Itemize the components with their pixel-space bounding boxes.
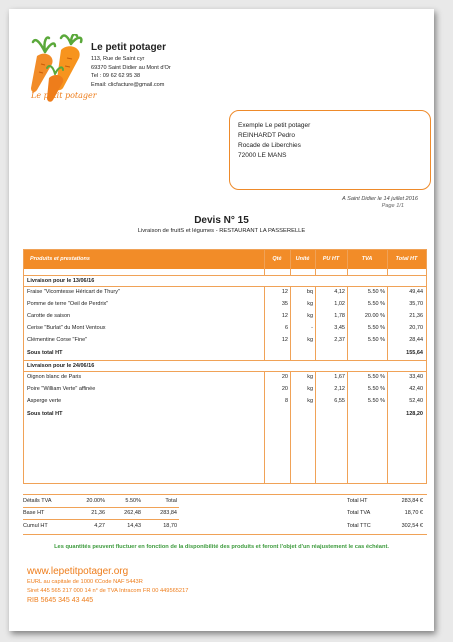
website-link[interactable]: www.lepetitpotager.org: [27, 566, 129, 577]
company-address-1: 113, Rue de Saint cyr: [91, 56, 145, 62]
cell-tva: 5.50 %: [367, 289, 385, 295]
cell-unit: bq: [306, 289, 313, 295]
cell-pu: 1,78: [334, 313, 345, 319]
header-pu: PU HT: [322, 256, 340, 262]
total-tva-value: 18,70 €: [404, 510, 423, 516]
cell-product: Asperge verte: [27, 398, 62, 404]
total-ttc-label: Total TTC: [347, 523, 371, 529]
table-row: [24, 372, 426, 382]
quote-subtitle: Livraison de fruitS et légumes - RESTAURANT LA PASSERELLE: [137, 228, 306, 234]
cell-unit: kg: [307, 398, 313, 404]
cell-unit: kg: [307, 374, 313, 380]
cell-qty: 20: [281, 374, 288, 380]
tva-cell: 4,27: [94, 523, 105, 529]
tva-cell: Total: [165, 498, 177, 504]
cell-pu: 2,37: [334, 337, 345, 343]
legal-line-1: EURL au capitale de 1000 €Code NAF 5443R: [27, 579, 143, 585]
table-row: [24, 384, 426, 394]
table-row: [24, 335, 426, 345]
header-unit: Unité: [295, 256, 310, 262]
subtotal-row: [24, 348, 426, 358]
tva-cell: Base HT: [23, 510, 45, 516]
cell-pu: 2,12: [334, 386, 345, 392]
company-address-2: 69370 Saint Didier au Mont d'Or: [91, 64, 171, 71]
header-qty: Qté: [272, 256, 282, 262]
cell-product: Pomme de terre "Oeil de Perdrix": [27, 301, 109, 307]
tva-cell: Détails TVA: [23, 498, 52, 504]
tva-cell: 21,36: [91, 510, 105, 516]
cell-unit: kg: [307, 386, 313, 392]
cell-product: Carotte de saison: [27, 313, 71, 319]
header-product: Produits et prestations: [30, 256, 90, 262]
table-row: [24, 299, 426, 309]
cell-qty: 12: [281, 313, 288, 319]
cell-pu: 1,02: [334, 301, 345, 307]
cell-total: 20,70: [409, 325, 423, 331]
cell-unit: kg: [307, 301, 313, 307]
company-email: Email: clicfacture@gmail.com: [91, 81, 165, 88]
cell-qty: 20: [281, 386, 288, 392]
rib: RIB 5645 345 43 445: [27, 597, 94, 604]
recipient-line-3: Rocade de Liberchies: [238, 142, 301, 149]
date-line: A Saint Didier le 14 juillet 2016: [342, 196, 418, 202]
cell-qty: 6: [284, 325, 288, 331]
cell-product: Fraise "Vicomtesse Héricart de Thury": [27, 289, 120, 295]
subtotal-value: 128,20: [406, 411, 423, 417]
cell-tva: 5.50 %: [367, 386, 385, 392]
subtotal-value: 155,64: [406, 350, 423, 356]
legal-line-2: Siret 445 565 217 000 14 n° de TVA Intracom FR 00 449565217: [27, 588, 189, 594]
divider: [23, 494, 427, 495]
cell-product: Clémentine Corse "Fine": [27, 337, 88, 343]
cell-unit: kg: [307, 313, 313, 319]
header-tva: TVA: [361, 256, 373, 262]
divider: [23, 534, 427, 535]
section-label: Livraison pour le 13/06/16: [27, 278, 95, 284]
cell-tva: 5.50 %: [367, 374, 385, 380]
cell-tva: 5.50 %: [367, 337, 385, 343]
quantity-notice: Les quantités peuvent fluctuer en fonction de la disponibilité des produits et feront l'objet d'un réajustement le cas échéant.: [54, 544, 389, 550]
company-info: [91, 42, 171, 89]
table-row: [24, 396, 426, 406]
subtotal-label: Sous total HT: [27, 411, 63, 417]
cell-product: Cerise "Burlat" du Mont Ventoux: [27, 325, 106, 331]
tva-cell: 14,43: [127, 523, 141, 529]
logo-text: Le petit potager: [31, 91, 97, 100]
company-name: Le petit potager: [91, 42, 167, 53]
cell-qty: 35: [281, 301, 288, 307]
total-tva-label: Total TVA: [347, 510, 371, 516]
cell-tva: 5.50 %: [367, 301, 385, 307]
cell-product: Poire "William Verte" affinée: [27, 386, 96, 392]
cell-product: Oignon blanc de Paris: [27, 374, 82, 380]
cell-tva: 5.50 %: [367, 325, 385, 331]
table-row: [24, 323, 426, 333]
cell-total: 52,40: [409, 398, 423, 404]
subtotal-label: Sous total HT: [27, 350, 63, 356]
total-ht-value: 283,84 €: [401, 498, 423, 504]
cell-total: 28,44: [409, 337, 423, 343]
cell-total: 21,36: [409, 313, 423, 319]
divider: [23, 507, 179, 508]
cell-tva: 5.50 %: [367, 398, 385, 404]
subtotal-row: [24, 409, 426, 419]
recipient-address-box: [229, 110, 431, 190]
table-row: [24, 287, 426, 297]
tva-cell: Cumul HT: [23, 523, 48, 529]
quote-page: [9, 9, 434, 631]
recipient-line-1: Exemple Le petit potager: [238, 122, 311, 129]
recipient-line-2: REINHARDT Pedro: [238, 132, 295, 139]
cell-unit: kg: [307, 337, 313, 343]
cell-qty: 8: [284, 398, 288, 404]
table-header: [24, 250, 426, 269]
header-total: Total HT: [395, 256, 418, 262]
tva-cell: 262,48: [124, 510, 141, 516]
company-tel: Tel : 09 62 62 95 38: [91, 73, 141, 79]
cell-pu: 1,67: [334, 374, 345, 380]
cell-unit: -: [311, 325, 313, 331]
cell-qty: 12: [281, 289, 288, 295]
items-table: [23, 249, 427, 484]
tva-cell: 283,84: [160, 510, 177, 516]
cell-tva: 20.00 %: [364, 313, 385, 319]
divider: [23, 519, 179, 520]
tva-cell: 5.50%: [125, 498, 141, 504]
table-row: [24, 311, 426, 321]
recipient-line-4: 72000 LE MANS: [238, 152, 287, 159]
total-ttc-value: 302,54 €: [401, 523, 423, 529]
footer: [27, 566, 188, 606]
cell-total: 35,70: [409, 301, 423, 307]
cell-total: 49,44: [409, 289, 423, 295]
cell-total: 33,40: [409, 374, 423, 380]
tva-cell: 18,70: [163, 523, 177, 529]
cell-pu: 3,45: [334, 325, 345, 331]
cell-total: 42,40: [409, 386, 423, 392]
cell-pu: 6,55: [334, 398, 345, 404]
cell-qty: 12: [281, 337, 288, 343]
tva-cell: 20.00%: [86, 498, 105, 504]
quote-title: Devis N° 15: [194, 215, 249, 226]
section-header: [24, 275, 426, 287]
cell-pu: 4,12: [334, 289, 345, 295]
page-number: Page 1/1: [381, 203, 404, 209]
section-label: Livraison pour le 24/06/16: [27, 363, 95, 369]
section-header: [24, 360, 426, 372]
total-ht-label: Total HT: [347, 498, 368, 504]
